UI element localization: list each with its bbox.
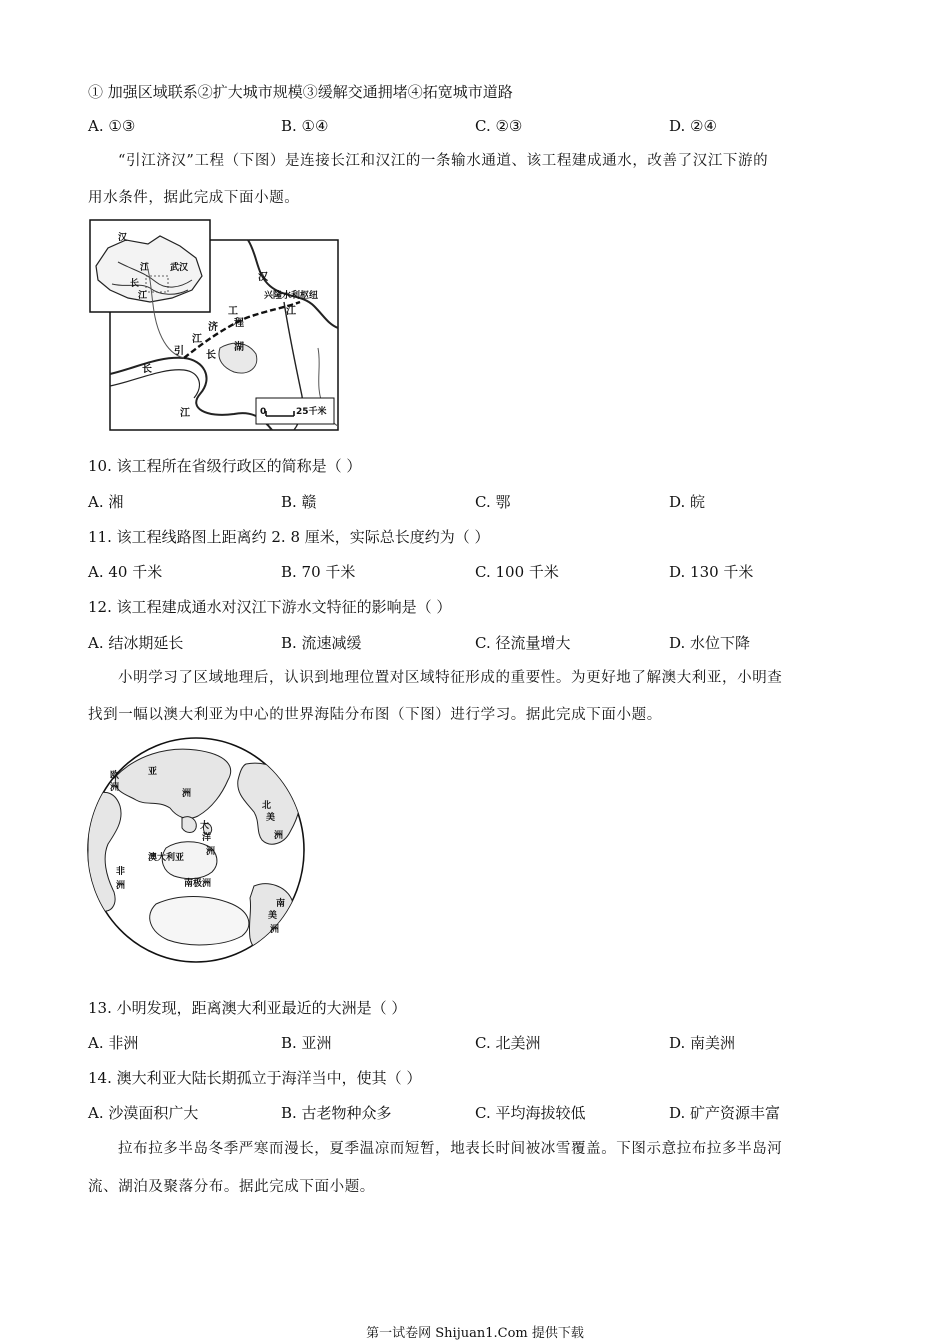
dayang-label-2: 洋 [202,833,212,843]
q10-option-a: A. 湘 [88,493,124,511]
ou-label-1: 欧 [110,771,120,781]
q12-option-c: C. 径流量增大 [475,634,571,652]
nan-label-2: 美 [268,911,278,921]
q14-option-a: A. 沙漠面积广大 [88,1104,199,1122]
inset-jiang2-label: 江 [138,291,148,301]
q9-statements: ① 加强区域联系②扩大城市规模③缓解交通拥堵④拓宽城市道路 [88,83,513,101]
q14-option-c: C. 平均海拔较低 [475,1104,586,1122]
intro3-line1: 拉布拉多半岛冬季严寒而漫长，夏季温凉而短暂，地表长时间被冰雪覆盖。下图示意拉布拉多半岛河 [118,1141,783,1157]
nan-label-1: 南 [276,899,286,909]
cheng-label: 程 [234,318,244,329]
ou-label-2: 洲 [110,783,120,793]
jiang-mid-label: 江 [192,334,202,345]
yin-label: 引 [174,346,184,357]
q11-stem: 11. 该工程线路图上距离约 2. 8 厘米，实际总长度约为（ ） [88,528,490,546]
bei-label: 北 [262,801,272,811]
q12-options [88,633,868,653]
mei-label: 美 [266,813,276,823]
intro2-line1: 小明学习了区域地理后，认识到地理位置对区域特征形成的重要性。为更好地了解澳大利亚，小明查 [118,670,783,686]
q13-option-d: D. 南美洲 [669,1034,736,1052]
inset-jiang-label: 江 [140,263,150,273]
australia-label: 澳大利亚 [148,853,185,863]
nan-label-3: 洲 [270,925,280,935]
scale-label: 25千米 [296,407,327,417]
q9-option-c: C. ②③ [475,117,523,135]
q11-option-a: A. 40 千米 [88,563,163,581]
scale-zero-label: 0 [260,407,267,417]
q10-options [88,492,868,512]
q14-stem: 14. 澳大利亚大陆长期孤立于海洋当中，使其（ ） [88,1069,422,1087]
jiang-right-label: 江 [286,306,296,317]
fei-label-1: 非 [116,867,126,877]
q13-stem: 13. 小明发现，距离澳大利亚最近的大洲是（ ） [88,999,407,1017]
inset-han-label: 汉 [118,233,128,243]
q9-options [88,116,868,136]
changjiang-chang-label: 长 [142,364,152,375]
q12-option-b: B. 流速减缓 [281,634,362,652]
q13-option-a: A. 非洲 [88,1034,139,1052]
fei-label-2: 洲 [116,881,126,891]
australia-world-map [86,736,308,966]
ya-label-2: 洲 [182,789,192,799]
page-footer: 第一试卷网 Shijuan1.Com 提供下载 [366,1326,584,1341]
q10-stem: 10. 该工程所在省级行政区的简称是（ ） [88,457,362,475]
q14-option-b: B. 古老物种众多 [281,1104,392,1122]
q13-option-c: C. 北美洲 [475,1034,541,1052]
q13-option-b: B. 亚洲 [281,1034,332,1052]
ya-label-1: 亚 [148,767,158,777]
q12-stem: 12. 该工程建成通水对汉江下游水文特征的影响是（ ） [88,598,452,616]
q9-option-a: A. ①③ [88,117,136,135]
dayang-label-1: 大 [200,821,210,831]
changhu-chang-label: 长 [206,350,216,361]
yinjiangjihan-map [88,218,340,432]
inset-wuhan-label: 武汉 [170,263,189,273]
oceania-zhou-label: 洲 [206,847,216,857]
antarctica-label: 南极洲 [184,879,212,889]
q10-option-c: C. 鄂 [475,493,511,511]
q11-option-d: D. 130 千米 [669,563,754,581]
q9-option-b: B. ①④ [281,117,329,135]
q11-options [88,562,868,582]
q11-option-c: C. 100 千米 [475,563,559,581]
changhu-hu-label: 湖 [234,342,244,353]
q13-options [88,1033,868,1053]
q11-option-b: B. 70 千米 [281,563,356,581]
intro1-line2: 用水条件，据此完成下面小题。 [88,190,300,206]
xinglong-label: 兴隆水利枢纽 [264,291,319,301]
intro1-line1: “引江济汉”工程（下图）是连接长江和汉江的一条输水通道、该工程建成通水，改善了汉江下游的 [118,153,769,169]
han-river-label: 汉 [258,272,268,283]
inset-chang-label: 长 [130,279,140,289]
ji-label: 济 [208,322,218,333]
q14-option-d: D. 矿产资源丰富 [669,1104,781,1122]
q10-option-d: D. 皖 [669,493,706,511]
q12-option-a: A. 结冰期延长 [88,634,184,652]
q10-option-b: B. 赣 [281,493,317,511]
q12-option-d: D. 水位下降 [669,634,751,652]
q9-option-d: D. ②④ [669,117,717,135]
na-zhou-label: 洲 [274,831,284,841]
intro3-line2: 流、湖泊及聚落分布。据此完成下面小题。 [88,1179,375,1195]
changjiang-jiang-label: 江 [180,408,190,419]
q14-options [88,1103,868,1123]
intro2-line2: 找到一幅以澳大利亚为中心的世界海陆分布图（下图）进行学习。据此完成下面小题。 [88,707,662,723]
gong-label: 工 [228,306,238,317]
